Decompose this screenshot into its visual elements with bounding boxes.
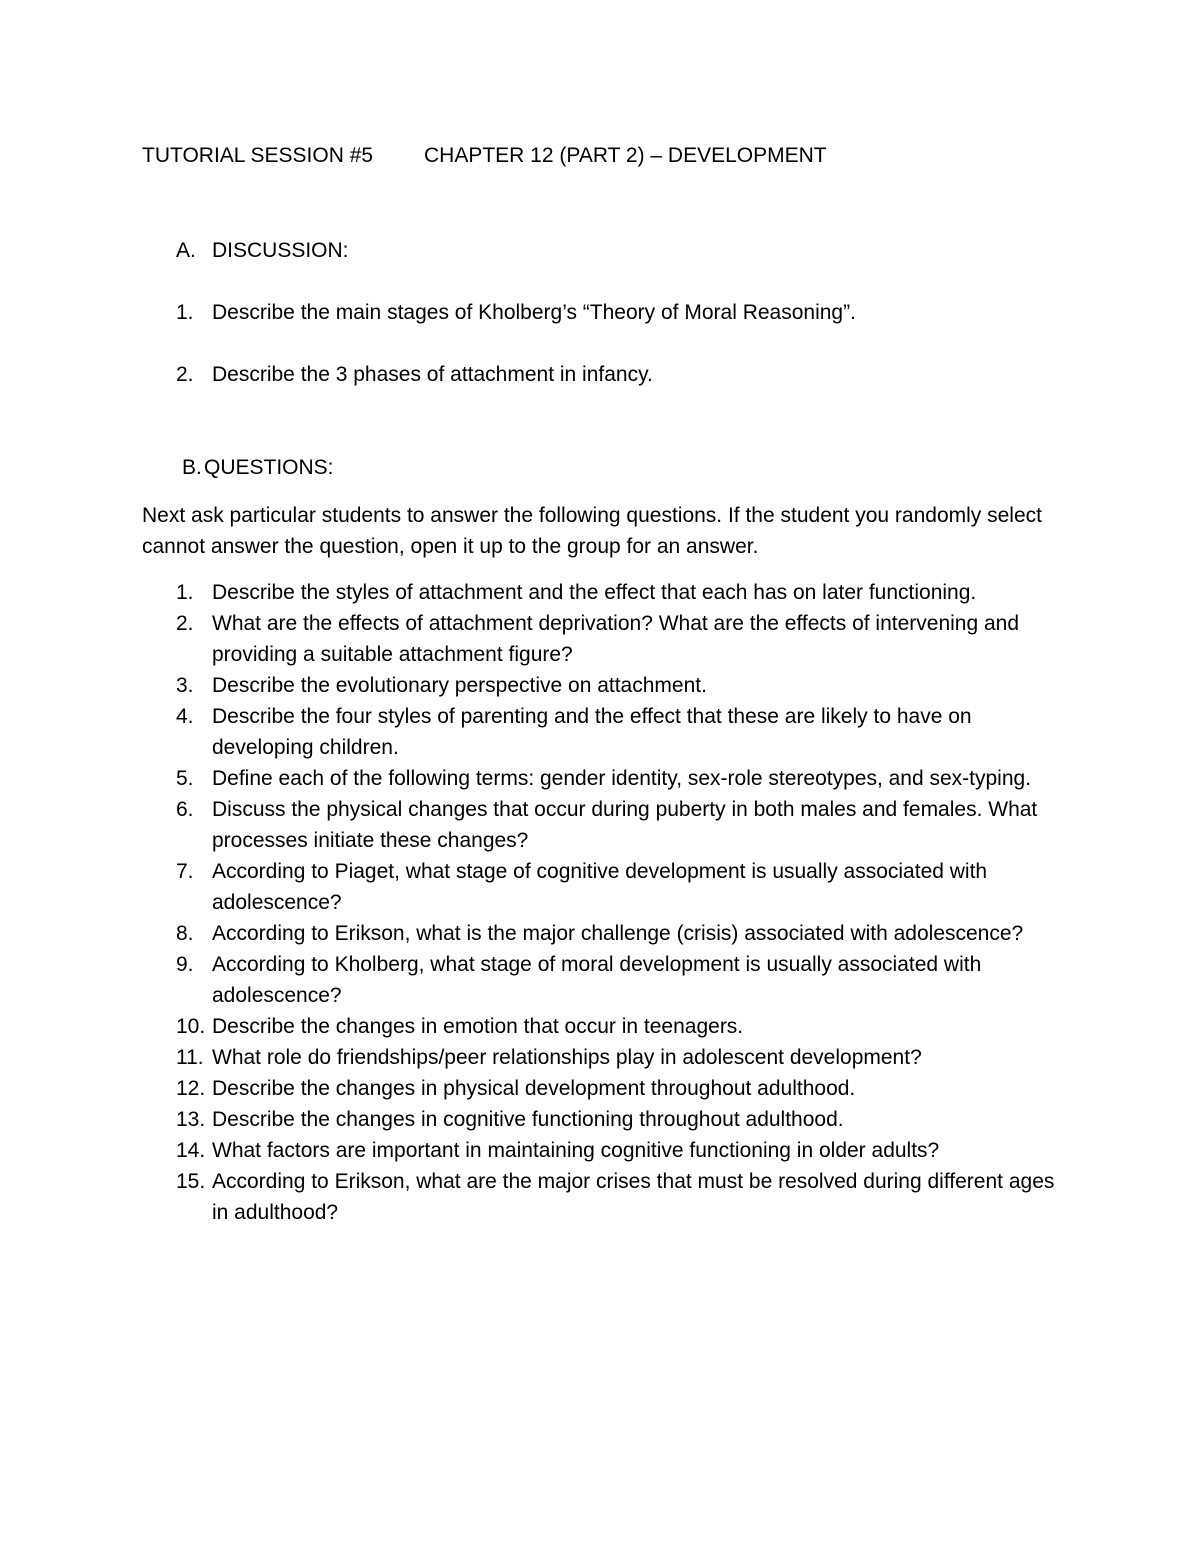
discussion-item-text: Describe the main stages of Kholberg’s “Theory of Moral Reasoning”. xyxy=(212,301,856,324)
question-number: 9. xyxy=(176,953,194,976)
question-number: 4. xyxy=(176,705,194,728)
question-number: 15. xyxy=(176,1170,206,1193)
question-text: What role do friendships/peer relationships play in adolescent development? xyxy=(212,1046,922,1069)
question-number: 1. xyxy=(176,581,194,604)
question-text: Describe the changes in emotion that occur in teenagers. xyxy=(212,1015,744,1038)
question-item xyxy=(176,1011,1076,1042)
questions-intro: Next ask particular students to answer the following questions. If the student you randomly select cannot answer the question, open it up to the group for an answer. xyxy=(142,504,1042,558)
question-number: 8. xyxy=(176,922,194,945)
question-item xyxy=(176,918,1076,949)
question-number: 14. xyxy=(176,1139,206,1162)
section-a-marker: A. xyxy=(176,239,196,262)
questions-list xyxy=(176,577,1076,1228)
question-item xyxy=(176,1104,1076,1135)
question-number: 6. xyxy=(176,798,194,821)
question-text: Describe the styles of attachment and the effect that each has on later functioning. xyxy=(212,581,977,604)
question-text: According to Piaget, what stage of cognitive development is usually associated with adolescence? xyxy=(212,860,988,914)
chapter-title: CHAPTER 12 (PART 2) – DEVELOPMENT xyxy=(424,144,827,167)
question-text: According to Erikson, what is the major challenge (crisis) associated with adolescence? xyxy=(212,922,1024,945)
section-b-title: QUESTIONS: xyxy=(204,456,334,479)
question-item xyxy=(176,577,1076,608)
question-text: Describe the changes in cognitive functioning throughout adulthood. xyxy=(212,1108,844,1131)
discussion-item-number: 1. xyxy=(176,301,194,324)
question-number: 7. xyxy=(176,860,194,883)
section-b-marker: B. xyxy=(182,456,202,479)
question-number: 11. xyxy=(176,1046,204,1069)
question-item xyxy=(176,763,1076,794)
question-item xyxy=(176,949,1076,1011)
question-text: Describe the changes in physical development throughout adulthood. xyxy=(212,1077,856,1100)
question-item xyxy=(176,1042,1076,1073)
question-text: According to Erikson, what are the major crises that must be resolved during different ages in adulthood? xyxy=(212,1170,1055,1224)
question-text: Discuss the physical changes that occur during puberty in both males and females. What processes initiate these changes? xyxy=(212,798,1038,852)
question-item xyxy=(176,1135,1076,1166)
question-number: 12. xyxy=(176,1077,206,1100)
question-item xyxy=(176,1073,1076,1104)
discussion-item-text: Describe the 3 phases of attachment in infancy. xyxy=(212,363,653,386)
question-item xyxy=(176,856,1076,918)
question-number: 2. xyxy=(176,612,194,635)
question-text: Describe the four styles of parenting and the effect that these are likely to have on developing children. xyxy=(212,705,972,759)
section-a-title: DISCUSSION: xyxy=(212,239,349,262)
question-text: Describe the evolutionary perspective on attachment. xyxy=(212,674,707,697)
question-text: What are the effects of attachment deprivation? What are the effects of intervening and providing a suitable attachment figure? xyxy=(212,612,1020,666)
question-text: Define each of the following terms: gender identity, sex-role stereotypes, and sex-typing. xyxy=(212,767,1032,790)
question-text: What factors are important in maintaining cognitive functioning in older adults? xyxy=(212,1139,940,1162)
question-number: 13. xyxy=(176,1108,206,1131)
question-number: 5. xyxy=(176,767,194,790)
question-item xyxy=(176,794,1076,856)
question-item xyxy=(176,701,1076,763)
question-item xyxy=(176,670,1076,701)
discussion-item-number: 2. xyxy=(176,363,194,386)
question-number: 10. xyxy=(176,1015,206,1038)
session-title: TUTORIAL SESSION #5 xyxy=(142,144,374,167)
question-item xyxy=(176,608,1076,670)
question-item xyxy=(176,1166,1076,1228)
question-number: 3. xyxy=(176,674,194,697)
question-text: According to Kholberg, what stage of moral development is usually associated with adolescence? xyxy=(212,953,982,1007)
